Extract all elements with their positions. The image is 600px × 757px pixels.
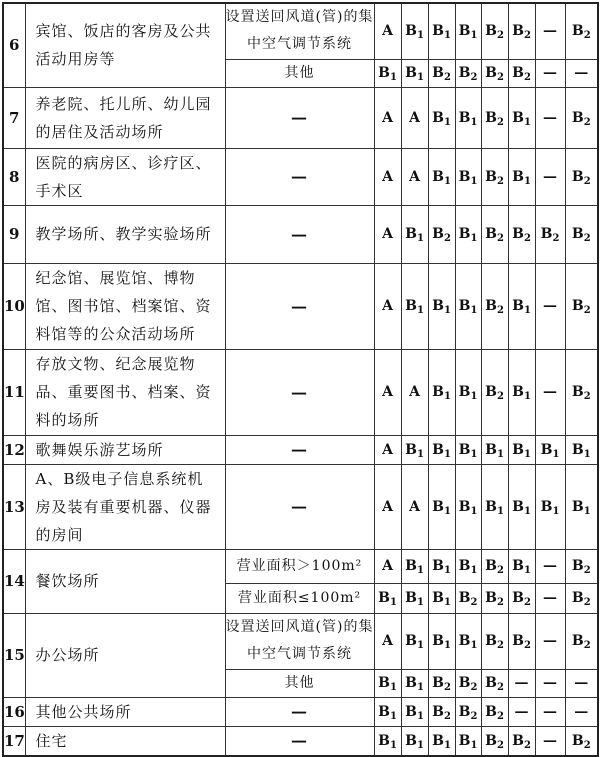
grade-cell: — bbox=[535, 87, 565, 148]
table-row bbox=[3, 3, 598, 59]
grade-cell: $B_2$ bbox=[508, 205, 535, 263]
grade-cell: A bbox=[374, 87, 401, 148]
grade-cell: $B_1$ bbox=[401, 263, 428, 349]
fire-rating-table bbox=[2, 2, 599, 757]
row-number: 10 bbox=[3, 263, 25, 349]
grade-cell: $B_2$ bbox=[481, 726, 508, 756]
grade-cell: A bbox=[374, 435, 401, 464]
place-name: 歌舞娱乐游艺场所 bbox=[25, 435, 225, 464]
grade-cell: — bbox=[535, 669, 565, 697]
table-row bbox=[3, 349, 598, 435]
grade-cell: A bbox=[401, 349, 428, 435]
grade-cell: $B_2$ bbox=[481, 3, 508, 59]
grade-cell: $B_1$ bbox=[401, 435, 428, 464]
condition-cell: — bbox=[225, 349, 374, 435]
table-row bbox=[3, 205, 598, 263]
grade-cell: $B_1$ bbox=[428, 3, 455, 59]
grade-cell: A bbox=[374, 263, 401, 349]
grade-cell: A bbox=[401, 87, 428, 148]
grade-cell: $B_1$ bbox=[401, 697, 428, 726]
table-row bbox=[3, 613, 598, 669]
grade-cell: — bbox=[535, 726, 565, 756]
grade-cell: $B_1$ bbox=[508, 148, 535, 205]
place-name: A、B级电子信息系统机房及装有重要机器、仪器的房间 bbox=[25, 464, 225, 549]
grade-cell: — bbox=[535, 349, 565, 435]
row-number: 9 bbox=[3, 205, 25, 263]
grade-cell: — bbox=[535, 583, 565, 613]
place-name: 养老院、托儿所、幼儿园的居住及活动场所 bbox=[25, 87, 225, 148]
row-number: 16 bbox=[3, 697, 25, 726]
grade-cell: $B_1$ bbox=[428, 549, 455, 583]
grade-cell: $B_1$ bbox=[455, 613, 481, 669]
grade-cell: $B_2$ bbox=[481, 697, 508, 726]
grade-cell: $B_2$ bbox=[481, 669, 508, 697]
row-number: 13 bbox=[3, 464, 25, 549]
grade-cell: $B_1$ bbox=[455, 87, 481, 148]
place-name: 办公场所 bbox=[25, 613, 225, 697]
grade-cell: $B_2$ bbox=[481, 583, 508, 613]
grade-cell: $B_2$ bbox=[565, 148, 598, 205]
place-name: 宾馆、饭店的客房及公共活动用房等 bbox=[25, 3, 225, 87]
grade-cell: $B_2$ bbox=[428, 205, 455, 263]
grade-cell: $B_1$ bbox=[565, 435, 598, 464]
condition-cell: — bbox=[225, 435, 374, 464]
grade-cell: $B_2$ bbox=[455, 697, 481, 726]
condition-cell: — bbox=[225, 464, 374, 549]
grade-cell: $B_2$ bbox=[481, 263, 508, 349]
grade-cell: A bbox=[374, 148, 401, 205]
place-name: 餐饮场所 bbox=[25, 549, 225, 613]
condition-cell: — bbox=[225, 87, 374, 148]
grade-cell: $B_1$ bbox=[401, 59, 428, 87]
grade-cell: $B_1$ bbox=[428, 726, 455, 756]
place-name: 存放文物、纪念展览物品、重要图书、档案、资料的场所 bbox=[25, 349, 225, 435]
grade-cell: $B_1$ bbox=[374, 726, 401, 756]
grade-cell: $B_1$ bbox=[428, 87, 455, 148]
place-name: 纪念馆、展览馆、博物馆、图书馆、档案馆、资料馆等的公众活动场所 bbox=[25, 263, 225, 349]
grade-cell: $B_2$ bbox=[428, 59, 455, 87]
grade-cell: A bbox=[374, 349, 401, 435]
grade-cell: $B_1$ bbox=[455, 726, 481, 756]
table-row bbox=[3, 697, 598, 726]
grade-cell: $B_2$ bbox=[481, 148, 508, 205]
condition-cell: — bbox=[225, 148, 374, 205]
grade-cell: A bbox=[374, 464, 401, 549]
grade-cell: $B_2$ bbox=[508, 59, 535, 87]
grade-cell: $B_2$ bbox=[508, 3, 535, 59]
grade-cell: $B_1$ bbox=[455, 3, 481, 59]
condition-cell: 其他 bbox=[225, 669, 374, 697]
grade-cell: $B_2$ bbox=[565, 726, 598, 756]
grade-cell: — bbox=[508, 697, 535, 726]
place-name: 住宅 bbox=[25, 726, 225, 756]
row-number: 8 bbox=[3, 148, 25, 205]
grade-cell: — bbox=[535, 263, 565, 349]
grade-cell: — bbox=[535, 697, 565, 726]
grade-cell: $B_2$ bbox=[481, 59, 508, 87]
grade-cell: $B_2$ bbox=[455, 59, 481, 87]
grade-cell: $B_1$ bbox=[428, 583, 455, 613]
grade-cell: $B_1$ bbox=[455, 549, 481, 583]
condition-cell: — bbox=[225, 726, 374, 756]
grade-cell: $B_1$ bbox=[455, 148, 481, 205]
grade-cell: $B_1$ bbox=[401, 3, 428, 59]
grade-cell: A bbox=[374, 613, 401, 669]
table-row bbox=[3, 549, 598, 583]
grade-cell: $B_2$ bbox=[565, 549, 598, 583]
grade-cell: A bbox=[401, 148, 428, 205]
grade-cell: $B_2$ bbox=[481, 87, 508, 148]
row-number: 17 bbox=[3, 726, 25, 756]
grade-cell: $B_1$ bbox=[428, 349, 455, 435]
grade-cell: — bbox=[535, 3, 565, 59]
grade-cell: $B_1$ bbox=[401, 583, 428, 613]
grade-cell: A bbox=[401, 464, 428, 549]
condition-cell: 设置送回风道(管)的集中空气调节系统 bbox=[225, 613, 374, 669]
grade-cell: — bbox=[565, 697, 598, 726]
grade-cell: — bbox=[535, 59, 565, 87]
grade-cell: $B_1$ bbox=[401, 205, 428, 263]
grade-cell: $B_2$ bbox=[565, 583, 598, 613]
grade-cell: $B_1$ bbox=[455, 205, 481, 263]
table-row bbox=[3, 148, 598, 205]
grade-cell: $B_2$ bbox=[481, 205, 508, 263]
grade-cell: $B_1$ bbox=[401, 549, 428, 583]
grade-cell: — bbox=[535, 148, 565, 205]
grade-cell: $B_2$ bbox=[428, 697, 455, 726]
place-name: 其他公共场所 bbox=[25, 697, 225, 726]
place-name: 教学场所、教学实验场所 bbox=[25, 205, 225, 263]
condition-cell: — bbox=[225, 205, 374, 263]
grade-cell: $B_1$ bbox=[565, 464, 598, 549]
grade-cell: $B_2$ bbox=[565, 263, 598, 349]
row-number: 11 bbox=[3, 349, 25, 435]
condition-cell: 营业面积＞100m² bbox=[225, 549, 374, 583]
condition-cell: 营业面积≤100m² bbox=[225, 583, 374, 613]
grade-cell: $B_2$ bbox=[565, 87, 598, 148]
grade-cell: $B_1$ bbox=[455, 349, 481, 435]
row-number: 15 bbox=[3, 613, 25, 697]
grade-cell: $B_1$ bbox=[428, 464, 455, 549]
grade-cell: $B_1$ bbox=[535, 464, 565, 549]
grade-cell: $B_1$ bbox=[508, 549, 535, 583]
grade-cell: — bbox=[565, 669, 598, 697]
grade-cell: $B_1$ bbox=[401, 726, 428, 756]
grade-cell: — bbox=[535, 613, 565, 669]
grade-cell: $B_1$ bbox=[401, 669, 428, 697]
condition-cell: — bbox=[225, 697, 374, 726]
table-row bbox=[3, 726, 598, 756]
grade-cell: $B_1$ bbox=[508, 349, 535, 435]
grade-cell: $B_2$ bbox=[508, 613, 535, 669]
grade-cell: $B_1$ bbox=[428, 435, 455, 464]
grade-cell: $B_2$ bbox=[481, 613, 508, 669]
row-number: 14 bbox=[3, 549, 25, 613]
grade-cell: $B_1$ bbox=[481, 464, 508, 549]
grade-cell: $B_2$ bbox=[508, 726, 535, 756]
grade-cell: $B_1$ bbox=[508, 464, 535, 549]
table-row bbox=[3, 464, 598, 549]
grade-cell: $B_1$ bbox=[374, 697, 401, 726]
row-number: 6 bbox=[3, 3, 25, 87]
grade-cell: $B_2$ bbox=[455, 583, 481, 613]
table-row bbox=[3, 87, 598, 148]
grade-cell: $B_1$ bbox=[428, 263, 455, 349]
grade-cell: $B_2$ bbox=[508, 583, 535, 613]
place-name: 医院的病房区、诊疗区、手术区 bbox=[25, 148, 225, 205]
grade-cell: $B_2$ bbox=[481, 349, 508, 435]
grade-cell: $B_1$ bbox=[481, 435, 508, 464]
grade-cell: $B_2$ bbox=[455, 669, 481, 697]
grade-cell: A bbox=[374, 3, 401, 59]
grade-cell: $B_2$ bbox=[535, 205, 565, 263]
grade-cell: — bbox=[535, 549, 565, 583]
grade-cell: $B_1$ bbox=[508, 435, 535, 464]
condition-cell: 设置送回风道(管)的集中空气调节系统 bbox=[225, 3, 374, 59]
table-row bbox=[3, 263, 598, 349]
grade-cell: $B_1$ bbox=[535, 435, 565, 464]
grade-cell: $B_1$ bbox=[508, 87, 535, 148]
grade-cell: $B_1$ bbox=[428, 148, 455, 205]
grade-cell: A bbox=[374, 549, 401, 583]
grade-cell: $B_2$ bbox=[565, 3, 598, 59]
condition-cell: 其他 bbox=[225, 59, 374, 87]
grade-cell: A bbox=[374, 205, 401, 263]
grade-cell: $B_2$ bbox=[565, 205, 598, 263]
grade-cell: $B_2$ bbox=[565, 613, 598, 669]
grade-cell: $B_2$ bbox=[481, 549, 508, 583]
grade-cell: $B_1$ bbox=[401, 613, 428, 669]
grade-cell: $B_1$ bbox=[455, 435, 481, 464]
grade-cell: $B_1$ bbox=[455, 464, 481, 549]
grade-cell: $B_1$ bbox=[508, 263, 535, 349]
table-row bbox=[3, 435, 598, 464]
grade-cell: — bbox=[508, 669, 535, 697]
grade-cell: $B_1$ bbox=[455, 263, 481, 349]
row-number: 7 bbox=[3, 87, 25, 148]
grade-cell: $B_1$ bbox=[374, 669, 401, 697]
grade-cell: $B_1$ bbox=[374, 583, 401, 613]
grade-cell: — bbox=[565, 59, 598, 87]
table-body bbox=[3, 3, 598, 756]
grade-cell: $B_1$ bbox=[374, 59, 401, 87]
condition-cell: — bbox=[225, 263, 374, 349]
grade-cell: $B_2$ bbox=[428, 669, 455, 697]
row-number: 12 bbox=[3, 435, 25, 464]
grade-cell: $B_2$ bbox=[565, 349, 598, 435]
grade-cell: $B_1$ bbox=[428, 613, 455, 669]
